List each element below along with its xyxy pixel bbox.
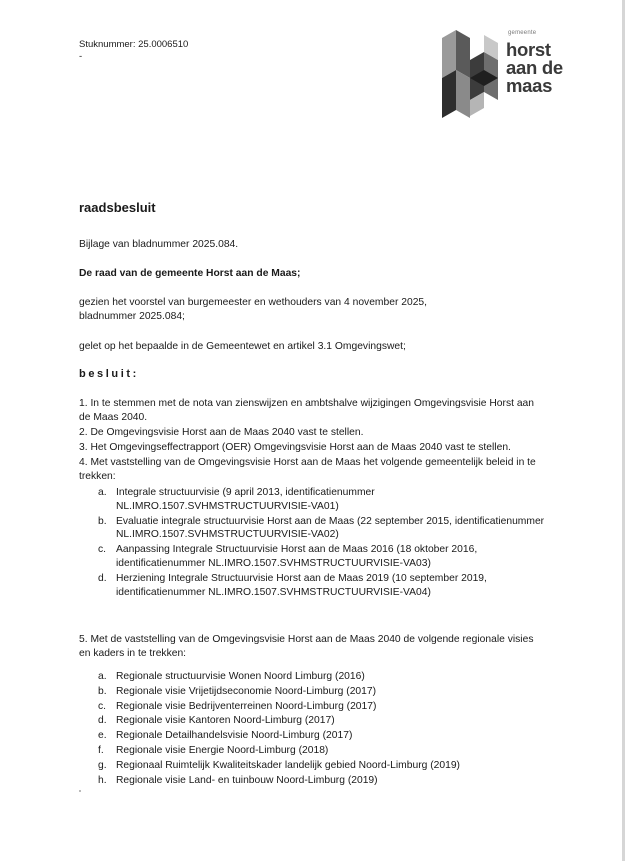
item-4-sublist [98,486,544,599]
list-item [98,670,460,684]
list-text-line-2: identificatienummer NL.IMRO.1507.SVHMSTRUCTUURVISIE-VA03) [116,557,431,569]
list-text: Regionale structuurvisie Wonen Noord Limburg (2016) [116,671,365,682]
list-text: Regionale visie Energie Noord-Limburg (2018) [116,744,329,756]
list-item [98,543,544,571]
decision-item-2 [79,426,579,440]
list-item [98,744,460,758]
besluit-heading: besluit: [79,368,139,380]
list-text: Regionale visie Bedrijventerreinen Noord-Limburg (2017) [116,700,377,712]
bijlage-line: Bijlage van bladnummer 2025.084. [79,239,239,250]
list-text: Regionale visie Kantoren Noord-Limburg (2017) [116,715,335,727]
decision-item-3 [79,441,579,455]
list-text-line-1: Evaluatie integrale structuurvisie Horst aan de Maas (22 september 2015, identificatienummer [116,515,545,527]
list-text-line-1: Integrale structuurvisie (9 april 2013, identificatienummer [116,487,375,498]
gezien-line-2: bladnummer 2025.084; [79,311,185,322]
list-item [98,774,460,788]
decision-item-1 [79,397,579,425]
item-5-sublist [98,670,460,787]
list-letter: b. [98,515,107,527]
logo-line2: aan de [506,57,563,78]
list-item [98,486,544,514]
list-text-line-2: NL.IMRO.1507.SVHMSTRUCTUURVISIE-VA02) [116,529,339,541]
logo-gemeente: gemeente [508,30,537,36]
list-item [98,759,460,773]
list-item [98,700,460,714]
list-letter: d. [98,715,107,727]
municipality-logo [442,30,572,120]
list-letter: d. [98,572,107,584]
list-item [98,729,460,743]
list-letter: a. [98,487,107,498]
list-item [98,515,544,543]
gezien-line-1: gezien het voorstel van burgemeester en wethouders van 4 november 2025, [79,297,428,308]
decision-item-5 [79,633,579,661]
list-letter: e. [98,730,107,742]
item-5-line-2: en kaders in te trekken: [79,648,187,660]
list-text: Regionaal Ruimtelijk Kwaliteitskader landelijk gebied Noord-Limburg (2019) [116,759,460,771]
list-letter: a. [98,671,107,682]
scan-speck [79,790,81,792]
list-letter: b. [98,685,107,697]
logo-line3: maas [506,75,553,96]
list-text: Regionale Detailhandelsvisie Noord-Limburg (2017) [116,730,353,742]
item-5-line-1: 5. Met de vaststelling van de Omgevingsvisie Horst aan de Maas 2040 de volgende regionale visies [79,634,534,645]
document-title: raadsbesluit [79,200,156,215]
gelet-line: gelet op het bepaalde in de Gemeentewet en artikel 3.1 Omgevingswet; [79,341,406,352]
list-letter: h. [98,774,107,786]
list-text-line-2: identificatienummer NL.IMRO.1507.SVHMSTRUCTUURVISIE-VA04) [116,586,431,598]
list-text-line-1: Herziening Integrale Structuurvisie Horst aan de Maas 2019 (10 september 2019, [116,572,487,584]
list-letter: f. [98,744,104,756]
list-text-line-2: NL.IMRO.1507.SVHMSTRUCTUURVISIE-VA01) [116,500,339,512]
logo-h-icon [442,30,502,120]
list-item [98,714,460,728]
decision-item-4 [79,456,579,484]
item-1-line-1: 1. In te stemmen met de nota van zienswijzen en ambtshalve wijzigingen Omgevingsvisie Horst aan [79,398,535,409]
list-letter: c. [98,700,107,712]
list-text: Regionale visie Land- en tuinbouw Noord-Limburg (2019) [116,774,378,786]
item-4-line-1: 4. Met vaststelling van de Omgevingsvisie Horst aan de Maas het volgende gemeentelijk beleid in te [79,457,536,468]
list-letter: g. [98,759,107,771]
list-item [98,685,460,699]
item-4-line-2: trekken: [79,471,116,483]
stuknummer [79,39,188,63]
stuknummer-dash: - [79,51,83,62]
item-2-line-1: 2. De Omgevingsvisie Horst aan de Maas 2040 vast te stellen. [79,427,364,438]
list-text-line-1: Aanpassing Integrale Structuurvisie Horst aan de Maas 2016 (18 oktober 2016, [116,544,478,556]
item-3-line-1: 3. Het Omgevingseffectrapport (OER) Omgevingsvisie Horst aan de Maas 2040 vast te stellen. [79,442,511,453]
list-item [98,572,544,600]
logo-line1: horst [506,39,551,60]
list-letter: c. [98,544,107,556]
list-text: Regionale visie Vrijetijdseconomie Noord-Limburg (2017) [116,685,377,697]
item-1-line-2: de Maas 2040. [79,412,148,424]
stuknummer-text: Stuknummer: 25.0006510 [79,39,189,50]
raad-heading: De raad van de gemeente Horst aan de Maas; [79,268,301,279]
